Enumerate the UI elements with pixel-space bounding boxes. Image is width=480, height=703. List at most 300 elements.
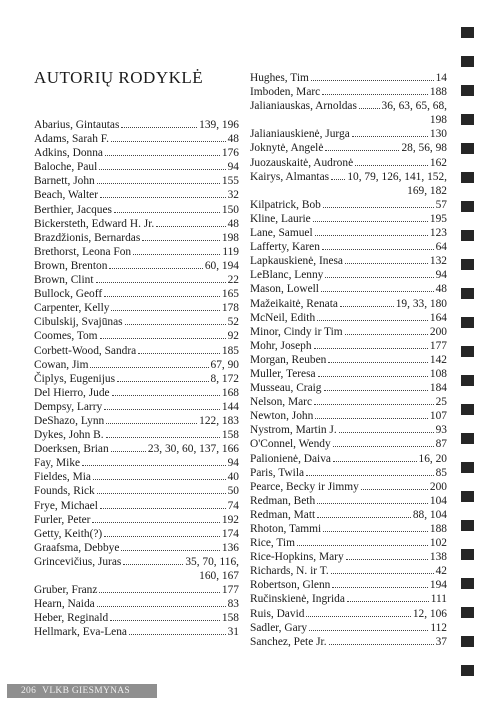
author-name: Kairys, Almantas xyxy=(250,170,330,183)
dot-leader xyxy=(324,390,428,391)
index-entry-row xyxy=(34,118,239,132)
page-numbers: 168 xyxy=(221,386,239,399)
page-numbers: 108 xyxy=(429,367,447,380)
dot-leader xyxy=(359,108,380,109)
thumb-tab xyxy=(461,230,474,241)
author-name: Adams, Sarah F. xyxy=(34,133,110,146)
index-entry xyxy=(250,212,447,226)
dot-leader xyxy=(138,353,220,354)
page-numbers: 48 xyxy=(435,283,447,296)
dot-leader xyxy=(106,437,220,438)
index-entry xyxy=(34,484,239,498)
dot-leader xyxy=(317,517,411,518)
dot-leader xyxy=(347,601,429,602)
thumb-tab xyxy=(461,288,474,299)
author-name: Brazdžionis, Bernardas xyxy=(34,231,141,244)
index-entry-row xyxy=(34,217,239,231)
page-numbers: 35, 70, 116, xyxy=(185,555,239,568)
index-entry xyxy=(34,231,239,245)
index-entry-row xyxy=(34,160,239,174)
index-entry xyxy=(250,99,447,127)
dot-leader xyxy=(109,268,202,269)
page-number: 206 xyxy=(21,686,37,696)
author-name: Paris, Twila xyxy=(250,466,305,479)
index-entry-row xyxy=(250,127,447,141)
author-name: Bickersteth, Edward H. Jr. xyxy=(34,217,155,230)
index-entry-row xyxy=(34,583,239,597)
index-entry xyxy=(250,381,447,395)
author-name: Richards, N. ir T. xyxy=(250,565,329,578)
dot-leader xyxy=(99,169,225,170)
dot-leader xyxy=(121,550,220,551)
index-entry xyxy=(250,156,447,170)
index-entry-row xyxy=(250,226,447,240)
page-numbers: 23, 30, 60, 137, 166 xyxy=(147,443,239,456)
page-numbers: 123 xyxy=(429,227,447,240)
page-numbers: 122, 183 xyxy=(199,414,239,427)
index-entry-row xyxy=(34,456,239,470)
author-name: Brown, Brenton xyxy=(34,259,108,272)
index-entry xyxy=(34,287,239,301)
index-entry-row xyxy=(250,381,447,395)
author-name: Coomes, Tom xyxy=(34,330,98,343)
page-numbers: 162 xyxy=(429,156,447,169)
thumb-tab xyxy=(461,520,474,531)
dot-leader xyxy=(133,254,220,255)
page-numbers: 48 xyxy=(227,133,239,146)
dot-leader xyxy=(106,423,197,424)
dot-leader xyxy=(317,320,428,321)
index-entry xyxy=(250,522,447,536)
index-entry xyxy=(34,160,239,174)
page-numbers: 184 xyxy=(429,382,447,395)
dot-leader xyxy=(325,150,399,151)
index-entry xyxy=(34,315,239,329)
index-entry xyxy=(34,442,239,456)
index-entry-row xyxy=(250,423,447,437)
author-name: Sadler, Gary xyxy=(250,621,308,634)
dot-leader xyxy=(317,503,428,504)
index-entry-row xyxy=(34,625,239,639)
dot-leader xyxy=(90,367,208,368)
dot-leader xyxy=(355,165,428,166)
author-name: Kilpatrick, Bob xyxy=(250,198,321,211)
index-entry-row xyxy=(250,325,447,339)
author-name: Kline, Laurie xyxy=(250,212,311,225)
author-name: Beach, Walter xyxy=(34,189,99,202)
index-entry xyxy=(250,367,447,381)
dot-leader xyxy=(121,127,197,128)
thumb-tab xyxy=(461,491,474,502)
dot-leader xyxy=(323,207,434,208)
index-entry-row xyxy=(34,231,239,245)
dot-leader xyxy=(331,179,345,180)
index-entry xyxy=(250,536,447,550)
page-numbers: 200 xyxy=(429,325,447,338)
author-name: Palionienė, Daiva xyxy=(250,452,331,465)
index-entry-row xyxy=(34,329,239,343)
dot-leader xyxy=(97,183,220,184)
page-numbers: 158 xyxy=(221,612,239,625)
dot-leader xyxy=(345,334,428,335)
dot-leader xyxy=(314,404,434,405)
author-name: Frye, Michael xyxy=(34,499,98,512)
author-name: Grincevičius, Juras xyxy=(34,555,122,568)
author-name: Brown, Clint xyxy=(34,274,94,287)
author-name: Nystrom, Martin J. xyxy=(250,424,337,437)
page-numbers: 177 xyxy=(429,339,447,352)
page-numbers: 12, 106 xyxy=(412,607,447,620)
page-numbers: 94 xyxy=(227,161,239,174)
index-entry xyxy=(34,625,239,639)
index-entry-row xyxy=(250,592,447,606)
index-entry xyxy=(34,555,239,583)
index-entry-row xyxy=(250,635,447,649)
dot-leader xyxy=(97,606,226,607)
index-entry-row xyxy=(250,311,447,325)
page-numbers: 37 xyxy=(435,635,447,648)
index-entry-row xyxy=(34,372,239,386)
author-name: Furler, Peter xyxy=(34,513,91,526)
page-numbers: 87 xyxy=(435,438,447,451)
index-entry-row xyxy=(34,146,239,160)
thumb-tab xyxy=(461,375,474,386)
index-entry-row xyxy=(34,386,239,400)
index-entry-row xyxy=(34,428,239,442)
page-numbers: 107 xyxy=(429,410,447,423)
thumb-tab xyxy=(461,578,474,589)
index-entry xyxy=(34,470,239,484)
page-numbers: 144 xyxy=(221,400,239,413)
index-entry xyxy=(34,217,239,231)
author-name: Musseau, Craig xyxy=(250,382,322,395)
thumb-tab xyxy=(461,636,474,647)
author-name: Rhoton, Tammi xyxy=(250,523,322,535)
index-entry xyxy=(250,268,447,282)
index-entry xyxy=(34,344,239,358)
author-name: Imboden, Marc xyxy=(250,86,321,99)
thumb-tab xyxy=(461,143,474,154)
page-numbers: 198 xyxy=(221,231,239,244)
page-numbers: 188 xyxy=(429,523,447,535)
thumb-tab xyxy=(461,433,474,444)
dot-leader xyxy=(123,564,183,565)
index-entry xyxy=(34,118,239,132)
page-numbers: 32 xyxy=(227,189,239,202)
page-numbers: 74 xyxy=(227,499,239,512)
index-entry xyxy=(250,325,447,339)
index-entry-row xyxy=(250,621,447,635)
index-entry-row xyxy=(250,607,447,621)
dot-leader xyxy=(92,522,219,523)
dot-leader xyxy=(82,465,226,466)
index-entry-row xyxy=(34,513,239,527)
index-column-right xyxy=(250,71,447,649)
index-entry-row xyxy=(34,358,239,372)
dot-leader xyxy=(339,432,434,433)
page-numbers: 165 xyxy=(221,288,239,301)
thumb-tab xyxy=(461,56,474,67)
thumb-tab xyxy=(461,201,474,212)
author-name: Carpenter, Kelly xyxy=(34,302,110,315)
index-entry-row xyxy=(34,611,239,625)
dot-leader xyxy=(129,634,226,635)
index-entry-row xyxy=(250,437,447,451)
index-entry xyxy=(250,508,447,522)
author-name: Robertson, Glenn xyxy=(250,579,331,592)
author-name: Mohr, Joseph xyxy=(250,339,312,352)
author-name: Barnett, John xyxy=(34,175,95,188)
author-name: Abarius, Gintautas xyxy=(34,119,120,131)
index-entry-row xyxy=(34,203,239,217)
dot-leader xyxy=(311,80,434,81)
author-name: McNeil, Edith xyxy=(250,311,316,324)
index-entry xyxy=(250,578,447,592)
page-numbers: 176 xyxy=(221,147,239,160)
index-entry xyxy=(34,301,239,315)
index-entry-row xyxy=(34,174,239,188)
index-entry xyxy=(250,480,447,494)
dot-leader xyxy=(322,249,434,250)
author-name: Heber, Reginald xyxy=(34,612,109,625)
index-entry-row xyxy=(34,287,239,301)
index-entry xyxy=(250,409,447,423)
author-name: Lane, Samuel xyxy=(250,227,313,240)
index-entry xyxy=(34,583,239,597)
page-numbers: 138 xyxy=(429,551,447,564)
index-entry-row xyxy=(34,541,239,555)
index-entry-row xyxy=(250,339,447,353)
index-entry-row xyxy=(34,597,239,611)
dot-leader xyxy=(321,291,434,292)
index-entry-row xyxy=(250,254,447,268)
index-entry xyxy=(34,203,239,217)
author-name: Rice, Tim xyxy=(250,537,295,550)
thumb-tab xyxy=(461,665,474,676)
index-entry-row xyxy=(250,353,447,367)
thumb-tab xyxy=(461,85,474,96)
author-name: Cibulskij, Svajūnas xyxy=(34,316,123,329)
dot-leader xyxy=(329,644,434,645)
index-entry xyxy=(34,400,239,414)
index-column-left xyxy=(34,118,239,639)
author-name: Redman, Matt xyxy=(250,508,316,521)
index-entry-row xyxy=(250,99,447,113)
author-name: Jalianiauskienė, Jurga xyxy=(250,128,350,141)
index-entry xyxy=(250,311,447,325)
author-name: Sanchez, Pete Jr. xyxy=(250,635,327,648)
index-entry xyxy=(250,198,447,212)
page-numbers: 155 xyxy=(221,175,239,188)
page-numbers: 52 xyxy=(227,316,239,329)
author-name: Rice-Hopkins, Mary xyxy=(250,551,344,564)
index-entry xyxy=(250,254,447,268)
index-entry-row xyxy=(250,578,447,592)
dot-leader xyxy=(313,221,428,222)
index-entry-row xyxy=(250,198,447,212)
dot-leader xyxy=(96,282,226,283)
dot-leader xyxy=(99,592,219,593)
index-entry xyxy=(34,273,239,287)
author-name: O'Connel, Wendy xyxy=(250,438,331,451)
index-entry-row xyxy=(34,470,239,484)
index-entry xyxy=(34,456,239,470)
page-numbers: 92 xyxy=(227,330,239,343)
index-entry xyxy=(250,353,447,367)
author-name: Dykes, John B. xyxy=(34,429,104,442)
page-numbers: 14 xyxy=(435,72,447,84)
index-entry xyxy=(34,329,239,343)
dot-leader xyxy=(346,559,428,560)
author-name: Brethorst, Leona Fon xyxy=(34,245,132,258)
index-entry xyxy=(34,499,239,513)
index-entry xyxy=(250,226,447,240)
dot-leader xyxy=(111,451,146,452)
index-entry xyxy=(34,174,239,188)
index-entry-row xyxy=(34,442,239,456)
page-numbers: 94 xyxy=(227,457,239,470)
page-numbers: 174 xyxy=(221,527,239,540)
dot-leader xyxy=(156,226,225,227)
page-numbers: 22 xyxy=(227,274,239,287)
author-name: Hearn, Naida xyxy=(34,598,95,611)
page-numbers: 48 xyxy=(227,217,239,230)
page-numbers: 60, 194 xyxy=(204,259,239,272)
dot-leader xyxy=(105,155,220,156)
index-entry xyxy=(250,621,447,635)
index-entry-row xyxy=(250,536,447,550)
index-entry-row xyxy=(34,273,239,287)
page-numbers: 188 xyxy=(429,86,447,99)
dot-leader xyxy=(328,362,428,363)
index-entry-row xyxy=(250,71,447,85)
index-entry xyxy=(250,437,447,451)
page-numbers: 28, 56, 98 xyxy=(401,142,447,155)
index-entry xyxy=(250,71,447,85)
dot-leader xyxy=(340,306,394,307)
page-numbers-continued: 160, 167 xyxy=(199,570,239,582)
page-numbers: 93 xyxy=(435,424,447,437)
thumb-tab xyxy=(461,27,474,38)
dot-leader xyxy=(306,475,434,476)
page-numbers: 94 xyxy=(435,269,447,282)
page-numbers: 42 xyxy=(435,565,447,578)
index-entry xyxy=(250,607,447,621)
page-numbers: 177 xyxy=(221,584,239,597)
index-entry xyxy=(250,494,447,508)
index-entry-row xyxy=(34,259,239,273)
index-entry xyxy=(250,592,447,606)
page-numbers: 31 xyxy=(227,626,239,639)
index-entry-row xyxy=(250,282,447,296)
page-numbers: 67, 90 xyxy=(210,358,239,371)
page-numbers: 178 xyxy=(221,302,239,315)
index-entry-row xyxy=(250,466,447,480)
page-numbers: 194 xyxy=(429,579,447,592)
index-entry xyxy=(34,188,239,202)
index-entry-row xyxy=(250,508,447,522)
dot-leader xyxy=(114,212,220,213)
index-entry xyxy=(34,611,239,625)
index-entry xyxy=(34,527,239,541)
index-entry-row xyxy=(250,212,447,226)
author-name: Fieldes, Mia xyxy=(34,471,91,484)
thumb-tab xyxy=(461,607,474,618)
index-entry xyxy=(34,358,239,372)
author-name: Jalianiauskas, Arnoldas xyxy=(250,100,357,113)
dot-leader xyxy=(333,446,434,447)
page-numbers: 83 xyxy=(227,598,239,611)
author-name: DeShazo, Lynn xyxy=(34,414,105,427)
index-entry-row xyxy=(34,188,239,202)
index-entry xyxy=(34,372,239,386)
dot-leader xyxy=(100,508,226,509)
index-entry xyxy=(250,127,447,141)
author-name: Nelson, Marc xyxy=(250,396,312,409)
thumb-tab xyxy=(461,259,474,270)
index-entry xyxy=(34,386,239,400)
author-name: Gruber, Franz xyxy=(34,584,98,597)
page-numbers: 158 xyxy=(221,429,239,442)
index-entry-row xyxy=(250,367,447,381)
author-name: Adkins, Donna xyxy=(34,147,103,160)
author-name: Founds, Rick xyxy=(34,485,95,498)
page-numbers: 57 xyxy=(435,198,447,211)
author-name: Doerksen, Brian xyxy=(34,443,109,456)
page-numbers: 112 xyxy=(430,621,447,634)
dot-leader xyxy=(117,381,209,382)
author-name: Hughes, Tim xyxy=(250,72,309,84)
author-name: Mažeikaitė, Renata xyxy=(250,297,338,310)
page-numbers: 8, 172 xyxy=(210,372,239,385)
index-entry xyxy=(34,597,239,611)
page-numbers: 50 xyxy=(227,485,239,498)
index-entry-row xyxy=(250,564,447,578)
author-name: Čiplys, Eugenijus xyxy=(34,372,116,385)
dot-leader xyxy=(352,136,428,137)
index-entry-row xyxy=(250,85,447,99)
author-name: Pearce, Becky ir Jimmy xyxy=(250,480,359,493)
page-numbers: 88, 104 xyxy=(412,508,447,521)
index-entry-row xyxy=(34,344,239,358)
index-entry-row xyxy=(34,484,239,498)
page-numbers: 19, 33, 180 xyxy=(395,297,447,310)
dot-leader xyxy=(100,338,226,339)
author-name: Bullock, Geoff xyxy=(34,288,103,301)
page-numbers: 102 xyxy=(429,537,447,550)
page-numbers: 139, 196 xyxy=(199,119,239,131)
page-numbers: 132 xyxy=(429,255,447,268)
author-name: Newton, John xyxy=(250,410,314,423)
index-entry-row xyxy=(250,452,447,466)
index-entry xyxy=(34,428,239,442)
dot-leader xyxy=(104,409,220,410)
author-name: Morgan, Reuben xyxy=(250,353,327,366)
author-name: LeBlanc, Lenny xyxy=(250,269,324,282)
index-entry-row xyxy=(34,414,239,428)
index-entry-row xyxy=(250,268,447,282)
index-entry xyxy=(250,85,447,99)
index-entry-row xyxy=(250,494,447,508)
index-entry xyxy=(34,541,239,555)
thumb-index-tabs xyxy=(454,0,480,703)
page-numbers: 164 xyxy=(429,311,447,324)
thumb-tab xyxy=(461,346,474,357)
index-entry-row xyxy=(250,141,447,155)
page-numbers: 64 xyxy=(435,241,447,254)
author-name: Muller, Teresa xyxy=(250,367,316,380)
index-entry-row xyxy=(250,156,447,170)
